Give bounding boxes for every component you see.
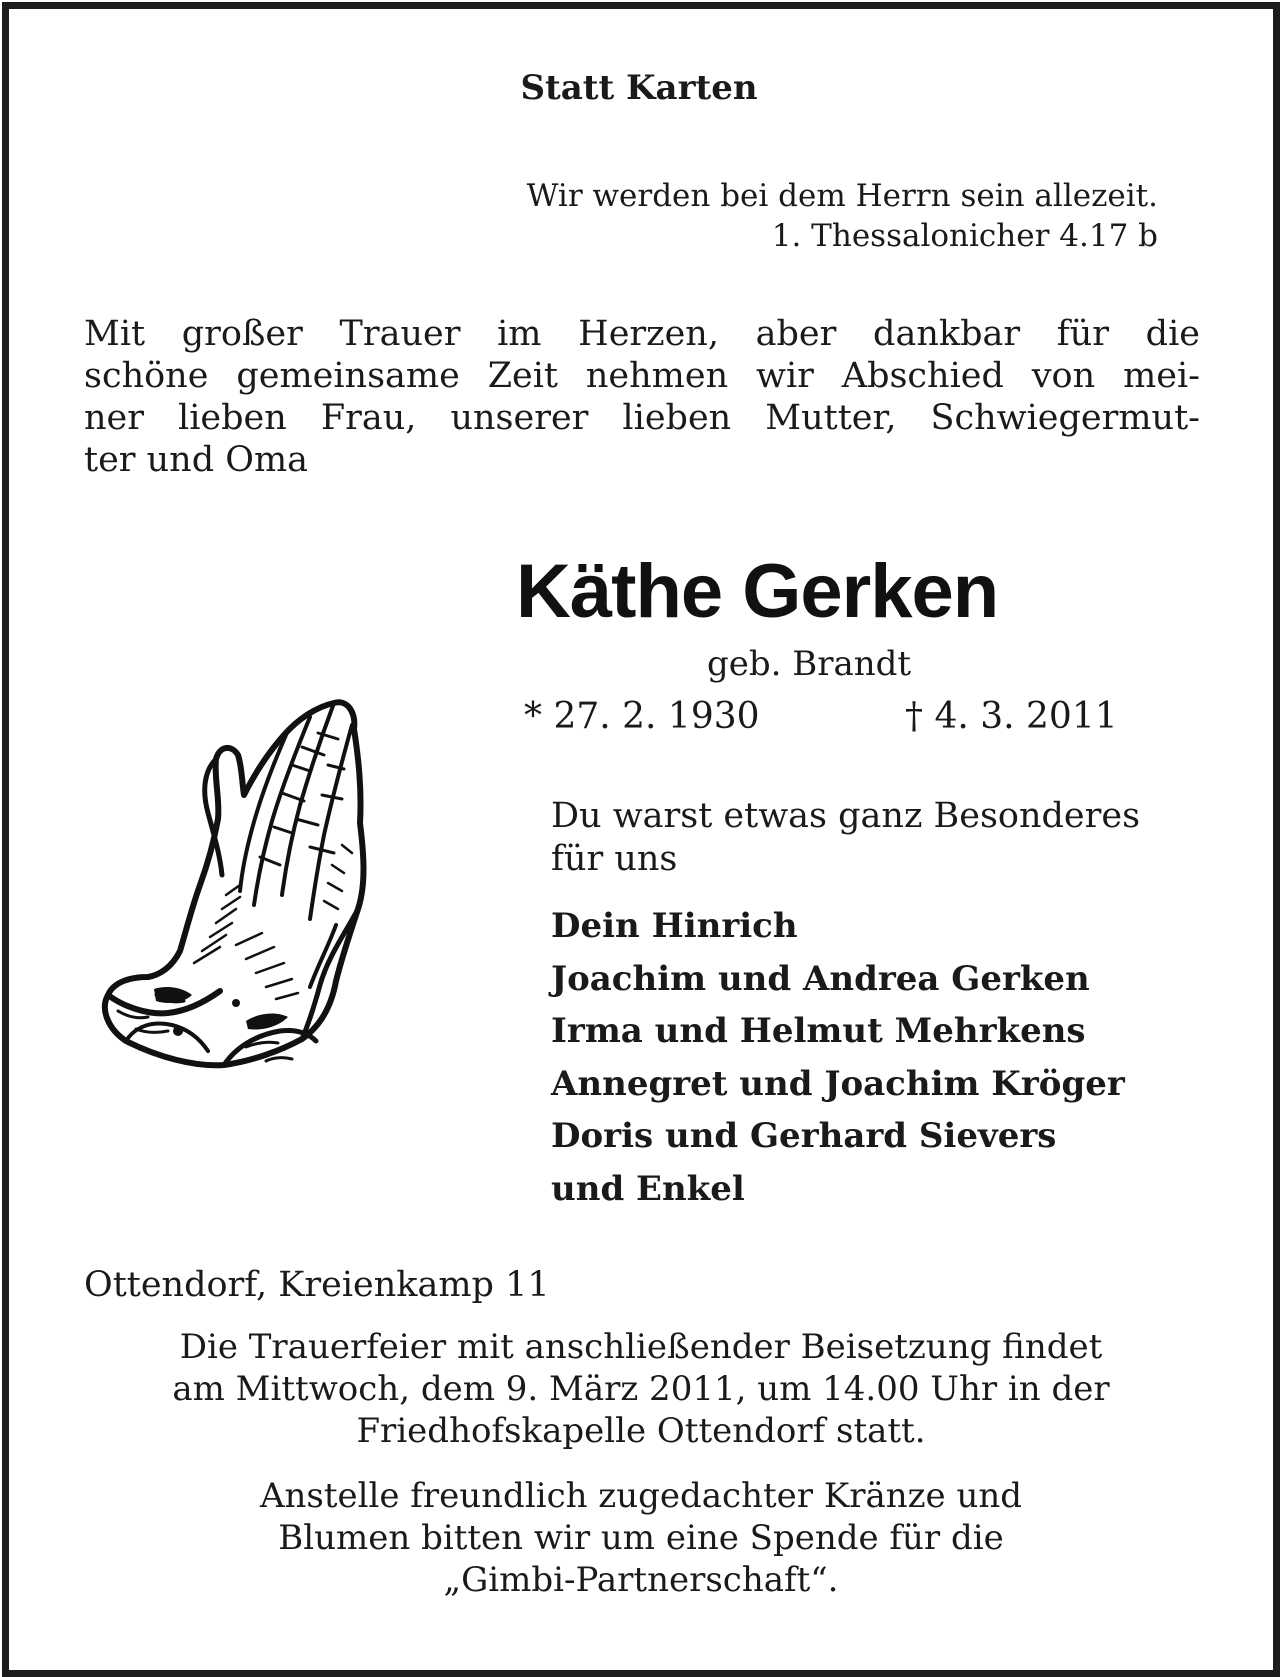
praying-hands-icon [96,695,372,1079]
family-member: Dein Hinrich [551,906,798,946]
verse-reference: 1. Thessalonicher 4.17 b [771,218,1158,254]
family-member: Doris und Gerhard Sievers [551,1116,1057,1156]
birth-date: * 27. 2. 1930 [524,696,760,737]
intro-line: schöne gemeinsame Zeit nehmen wir Abschied von mei- [84,356,1200,396]
quote-line: Du warst etwas ganz Besonderes [551,796,1141,836]
personal-quote [551,795,1140,881]
intro-line: ter und Oma [84,440,308,480]
intro-paragraph [84,313,1200,481]
family-list [551,900,1125,1215]
donation-line: Blumen bitten wir um eine Spende für die [278,1518,1004,1558]
bible-verse [527,176,1158,256]
ceremony-line: am Mittwoch, dem 9. März 2011, um 14.00 Uhr in der [172,1369,1110,1409]
quote-line: für uns [551,839,678,879]
ceremony-info [0,1326,1280,1452]
family-member: Annegret und Joachim Kröger [551,1063,1125,1104]
intro-line: Mit großer Trauer im Herzen, aber dankbar für die [84,314,1200,354]
family-member: und Enkel [551,1168,745,1209]
family-member: Joachim und Andrea Gerken [551,958,1090,999]
address: Ottendorf, Kreienkamp 11 [84,1265,550,1305]
intro-line: ner lieben Frau, unserer lieben Mutter, Schwiegermut- [84,398,1200,438]
family-member: Irma und Helmut Mehrkens [551,1011,1086,1051]
donation-request [0,1475,1280,1601]
deceased-name: Käthe Gerken [516,549,999,634]
ceremony-line: Friedhofskapelle Ottendorf statt. [356,1411,926,1451]
verse-text: Wir werden bei dem Herrn sein allezeit. [526,178,1158,214]
header-statt-karten: Statt Karten [520,68,758,108]
ceremony-line: Die Trauerfeier mit anschließender Beisetzung findet [179,1327,1103,1367]
maiden-name: geb. Brandt [707,644,912,684]
donation-line: Anstelle freundlich zugedachter Kränze und [259,1476,1023,1516]
death-date: † 4. 3. 2011 [905,696,1118,737]
donation-line: „Gimbi-Partnerschaft“. [443,1560,839,1600]
